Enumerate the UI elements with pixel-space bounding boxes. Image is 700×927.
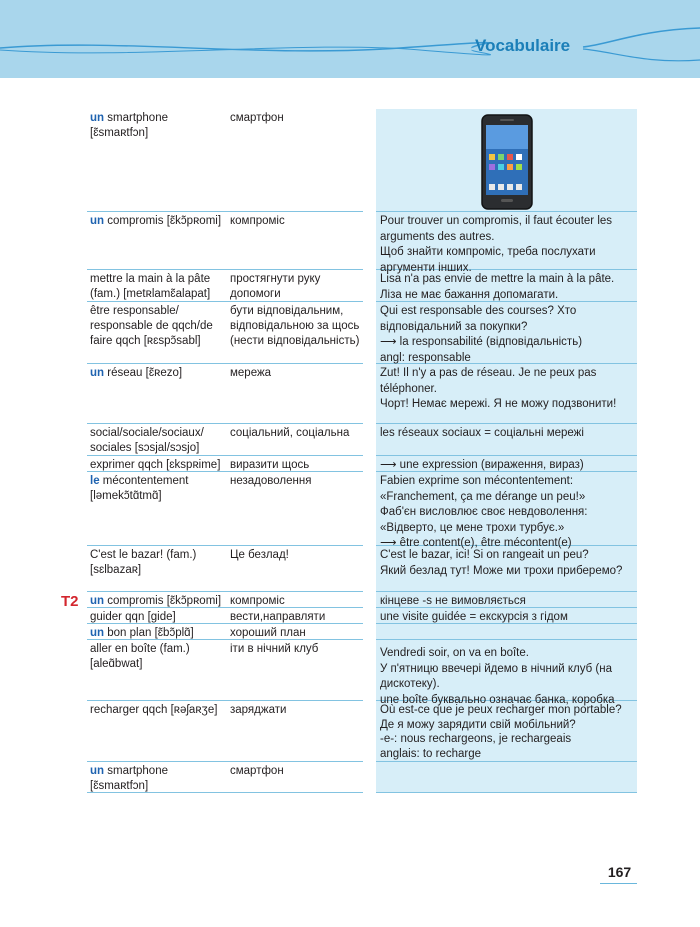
note-row xyxy=(376,212,637,274)
phonetic: [ɛ̃kɔ̃pʀomi] xyxy=(166,595,222,607)
vocab-translation: незадоволення xyxy=(230,475,312,487)
vocab-translation: соціальний, соціальна xyxy=(230,427,350,439)
phonetic: [aleɑ̃bwat] xyxy=(90,658,143,670)
vocab-translation: мережа xyxy=(230,367,272,379)
vocab-translation: бути відповідальним, відповідальною за щось (нести відповідальність) xyxy=(230,305,360,347)
phonetic: [ɛ̃kɔ̃pʀomi] xyxy=(166,215,222,227)
example-note: Pour trouver un compromis, il faut écouter les arguments des autres. Щоб знайти компроміс, треба послухати аргументи інших. xyxy=(380,215,613,274)
vocab-term: un compromis [ɛ̃kɔ̃pʀomi] xyxy=(90,595,222,607)
page-header xyxy=(0,0,700,78)
phonetic: [sɛlbazaʀ] xyxy=(90,564,142,576)
vocab-row xyxy=(87,640,363,701)
vocab-term: être responsable/ responsable de qqch/de faire qqch [ʀɛspɔ̃sabl] xyxy=(90,305,213,347)
vocab-row xyxy=(87,701,363,762)
vocab-translation: вести,направляти xyxy=(230,611,326,623)
vocab-term: recharger qqch [ʀəʃaʀʒe] xyxy=(90,704,218,716)
vocab-term: C'est le bazar! (fam.) [sɛlbazaʀ] xyxy=(90,549,197,576)
notes-column xyxy=(376,109,637,793)
phonetic: [ɛ̃bɔ̃plɑ̃] xyxy=(154,627,194,639)
note-row xyxy=(376,640,637,706)
vocab-term: un réseau [ɛ̃ʀezo] xyxy=(90,367,183,379)
vocab-row xyxy=(87,456,363,472)
vocab-term: social/sociale/sociaux/ sociales [sɔsjal/sɔsjo] xyxy=(90,427,204,454)
vocab-row xyxy=(87,762,363,793)
note-row xyxy=(376,608,637,624)
vocab-row xyxy=(87,270,363,302)
note-row xyxy=(376,302,637,364)
vocab-translation: компроміс xyxy=(230,215,285,227)
example-note: Zut! Il n'y a pas de réseau. Je ne peux pas téléphoner. Чорт! Немає мережі. Я не можу подзвонити! xyxy=(380,367,617,410)
example-note: C'est le bazar, ici! Si on rangeait un peu? Який безлад тут! Може ми трохи приберемо? xyxy=(380,549,623,577)
section-title: Vocabulaire xyxy=(475,36,571,55)
vocab-term: guider qqn [gide] xyxy=(90,611,176,623)
phonetic: [metʀlamɛ̃alapat] xyxy=(123,288,211,300)
vocab-row xyxy=(87,608,363,624)
vocab-row xyxy=(87,424,363,456)
page-number: 167 xyxy=(607,864,632,880)
note-row xyxy=(376,109,637,212)
page-number-rule xyxy=(600,883,637,884)
note-row xyxy=(376,592,637,608)
note-row xyxy=(376,456,637,472)
example-note: кінцеве -s не вимовляється xyxy=(380,595,526,607)
vocab-translation: іти в нічний клуб xyxy=(230,643,319,655)
vocab-term: un smartphone [ɛ̃smaʀtfɔn] xyxy=(90,112,168,139)
vocab-row xyxy=(87,546,363,592)
vocab-term: un smartphone [ɛ̃smaʀtfɔn] xyxy=(90,765,168,792)
phonetic: [ɛ̃smaʀtfɔn] xyxy=(90,780,149,792)
wave-decoration xyxy=(0,0,700,78)
phonetic: [ɛ̃ʀezo] xyxy=(145,367,183,379)
vocab-row xyxy=(87,364,363,424)
note-row xyxy=(376,624,637,640)
note-row xyxy=(376,701,637,762)
phonetic: [gide] xyxy=(147,611,176,623)
example-note: ⟶ une expression (вираження, вираз) xyxy=(380,459,584,471)
vocab-term: un compromis [ɛ̃kɔ̃pʀomi] xyxy=(90,215,222,227)
vocab-term: exprimer qqch [ɛkspʀime] xyxy=(90,459,221,471)
phonetic: [sɔsjal/sɔsjo] xyxy=(134,442,200,454)
phonetic: [ʀəʃaʀʒe] xyxy=(170,704,218,716)
vocab-translation: хороший план xyxy=(230,627,306,639)
vocab-row xyxy=(87,302,363,364)
vocab-translation: смартфон xyxy=(230,112,284,124)
vocab-translation: виразити щось xyxy=(230,459,310,471)
note-row xyxy=(376,270,637,302)
note-row xyxy=(376,424,637,456)
vocab-term: aller en boîte (fam.) [aleɑ̃bwat] xyxy=(90,643,190,670)
example-note: Vendredi soir, on va en boîte. У п'ятницю ввечері йдемо в нічний клуб (на дискотеку). une boîte буквально означає банка, коробка xyxy=(380,647,615,706)
vocab-term: un bon plan [ɛ̃bɔ̃plɑ̃] xyxy=(90,627,194,639)
vocab-row xyxy=(87,212,363,270)
note-row xyxy=(376,546,637,592)
example-note: une visite guidée = екскурсія з гідом xyxy=(380,611,568,623)
note-row xyxy=(376,364,637,424)
example-note: Fabien exprime son mécontentement: «Franchement, ça me dérange un peu!» Фаб'єн висловлює своє невдоволення: «Відверто, це мене трохи турбує.» ⟶ être content(e), être mécontent(e) xyxy=(380,475,588,549)
example-note: Lisa n'a pas envie de mettre la main à la pâte. Ліза не має бажання допомагати. xyxy=(380,273,615,301)
phonetic: [ʀɛspɔ̃sabl] xyxy=(143,335,201,347)
vocab-row xyxy=(87,472,363,546)
smartphone-image xyxy=(481,114,533,210)
vocabulary-column xyxy=(87,109,363,793)
example-note: Qui est responsable des courses? Хто відповідальний за покупки? ⟶ la responsabilité (відповідальність) angl: responsable xyxy=(380,305,583,364)
phonetic: [ɛkspʀime] xyxy=(166,459,221,471)
example-note: les réseaux sociaux = соціальні мережі xyxy=(380,427,584,439)
vocab-translation: смартфон xyxy=(230,765,284,777)
vocab-row xyxy=(87,109,363,212)
note-row xyxy=(376,762,637,793)
note-row xyxy=(376,472,637,549)
vocab-row xyxy=(87,624,363,640)
vocab-term: le mécontentement [ləmekɔ̃tɑ̃tmɑ̃] xyxy=(90,475,189,502)
vocab-term: mettre la main à la pâte (fam.) [metʀlamɛ̃alapat] xyxy=(90,273,211,300)
section-marker: T2 xyxy=(61,593,79,610)
vocab-translation: компроміс xyxy=(230,595,285,607)
vocab-translation: заряджати xyxy=(230,704,287,716)
vocab-translation: простягнути руку допомоги xyxy=(230,273,321,300)
vocab-row xyxy=(87,592,363,608)
vocab-translation: Це безлад! xyxy=(230,549,289,561)
phonetic: [ləmekɔ̃tɑ̃tmɑ̃] xyxy=(90,490,162,502)
phonetic: [ɛ̃smaʀtfɔn] xyxy=(90,127,149,139)
example-note: Où est-ce que je peux recharger mon portable? Де я можу зарядити свій мобільний? -e-: nous rechargeons, je rechargeais anglais: to recharge xyxy=(380,704,622,760)
